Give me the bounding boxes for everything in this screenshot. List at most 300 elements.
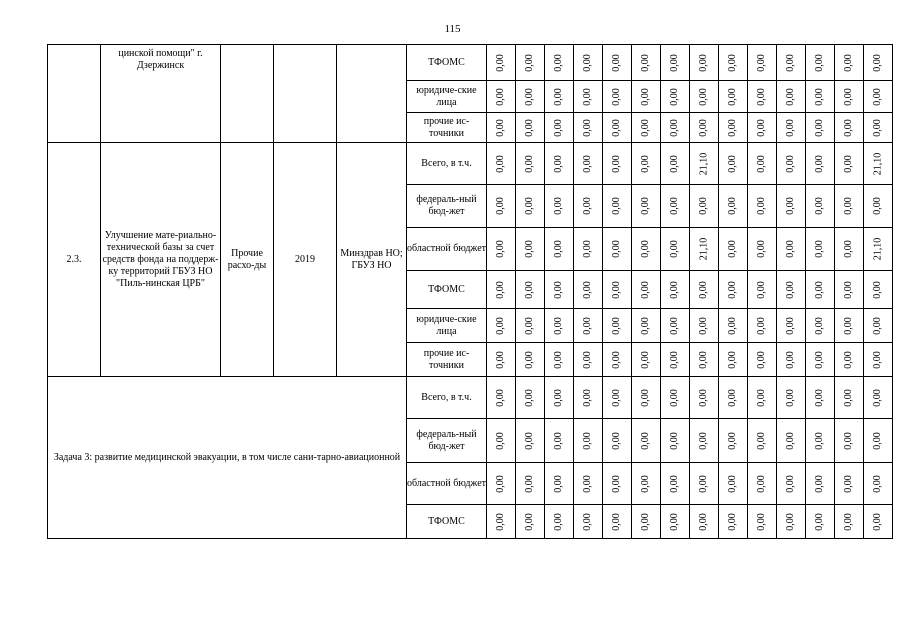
value-text: 0,00 xyxy=(669,53,680,72)
value-cell xyxy=(690,143,719,185)
value-text: 0,00 xyxy=(814,350,825,369)
funding-source: Всего, в т.ч. xyxy=(407,377,487,419)
value-text: 0,00 xyxy=(756,431,767,450)
value-cell xyxy=(661,143,690,185)
value-cell xyxy=(690,377,719,419)
value-cell xyxy=(516,463,545,505)
value-cell xyxy=(748,343,777,377)
value-cell xyxy=(719,81,748,113)
funding-source: ТФОМС xyxy=(407,271,487,309)
value-text: 0,00 xyxy=(553,316,564,335)
value-cell xyxy=(574,271,603,309)
value-cell xyxy=(748,185,777,228)
value-text: 0,00 xyxy=(843,240,854,258)
value-text: 0,00 xyxy=(553,350,564,369)
value-cell xyxy=(748,419,777,463)
value-cell xyxy=(777,343,806,377)
value-text: 0,00 xyxy=(524,154,535,173)
value-text: 0,00 xyxy=(756,512,767,531)
value-cell xyxy=(690,113,719,143)
value-text: 0,00 xyxy=(727,154,738,173)
value-cell xyxy=(487,271,516,309)
value-cell xyxy=(806,309,835,343)
value-text: 0,00 xyxy=(553,474,564,493)
value-cell xyxy=(748,377,777,419)
value-cell xyxy=(545,113,574,143)
value-text: 0,00 xyxy=(582,197,593,215)
value-cell xyxy=(777,377,806,419)
value-cell xyxy=(748,463,777,505)
value-cell xyxy=(574,309,603,343)
value-cell xyxy=(516,505,545,539)
value-cell xyxy=(835,505,864,539)
value-text: 0,00 xyxy=(553,154,564,173)
value-text: 0,00 xyxy=(756,350,767,369)
value-text: 0,00 xyxy=(495,87,506,106)
value-cell xyxy=(719,463,748,505)
value-cell xyxy=(603,228,632,271)
value-cell xyxy=(516,309,545,343)
value-cell xyxy=(777,143,806,185)
row-index-cell xyxy=(48,45,101,143)
value-text: 0,00 xyxy=(582,240,593,258)
value-cell xyxy=(806,81,835,113)
value-cell xyxy=(806,143,835,185)
value-cell xyxy=(661,505,690,539)
value-cell xyxy=(574,505,603,539)
value-cell xyxy=(516,271,545,309)
value-text: 0,00 xyxy=(785,53,796,72)
value-text: 0,00 xyxy=(611,388,622,407)
value-text: 0,00 xyxy=(640,53,651,72)
value-text: 0,00 xyxy=(640,87,651,106)
value-cell xyxy=(545,377,574,419)
value-cell xyxy=(545,185,574,228)
funding-source: областной бюджет xyxy=(407,463,487,505)
value-text: 0,00 xyxy=(727,512,738,531)
value-cell xyxy=(777,463,806,505)
value-text: 0,00 xyxy=(727,350,738,369)
value-text: 0,00 xyxy=(785,474,796,493)
value-text: 0,00 xyxy=(524,87,535,106)
value-cell xyxy=(806,271,835,309)
value-text: 0,00 xyxy=(814,118,825,137)
value-text: 0,00 xyxy=(727,316,738,335)
value-cell xyxy=(574,343,603,377)
funding-source: ТФОМС xyxy=(407,45,487,81)
value-cell xyxy=(690,185,719,228)
value-cell xyxy=(632,505,661,539)
value-text: 0,00 xyxy=(524,118,535,137)
value-text: 0,00 xyxy=(524,512,535,531)
value-text: 0,00 xyxy=(814,87,825,106)
value-cell xyxy=(632,343,661,377)
value-cell xyxy=(719,505,748,539)
value-text: 0,00 xyxy=(553,197,564,215)
value-text: 0,00 xyxy=(582,512,593,531)
value-cell xyxy=(777,228,806,271)
value-text: 0,00 xyxy=(756,474,767,493)
value-cell xyxy=(574,143,603,185)
value-text: 0,00 xyxy=(669,197,680,215)
value-text: 0,00 xyxy=(785,388,796,407)
value-cell xyxy=(835,113,864,143)
value-text: 0,00 xyxy=(814,512,825,531)
value-text: 0,00 xyxy=(553,240,564,258)
value-cell xyxy=(632,377,661,419)
value-cell xyxy=(661,271,690,309)
value-text: 0,00 xyxy=(611,87,622,106)
value-text: 0,00 xyxy=(843,197,854,215)
value-text: 0,00 xyxy=(640,431,651,450)
value-text: 0,00 xyxy=(553,87,564,106)
funding-source: юридиче-ские лица xyxy=(407,309,487,343)
value-cell xyxy=(516,113,545,143)
value-cell xyxy=(835,377,864,419)
funding-source: прочие ис-точники xyxy=(407,343,487,377)
value-cell xyxy=(603,143,632,185)
value-text: 0,00 xyxy=(756,154,767,173)
value-text: 0,00 xyxy=(872,118,883,137)
value-text: 0,00 xyxy=(495,512,506,531)
value-cell xyxy=(487,81,516,113)
value-cell xyxy=(603,377,632,419)
value-cell xyxy=(661,81,690,113)
value-cell xyxy=(603,309,632,343)
value-text: 0,00 xyxy=(640,512,651,531)
value-cell xyxy=(516,228,545,271)
value-text: 0,00 xyxy=(669,280,680,299)
value-cell xyxy=(516,185,545,228)
value-text: 0,00 xyxy=(553,431,564,450)
value-text: 0,00 xyxy=(785,316,796,335)
value-cell xyxy=(487,419,516,463)
value-text: 0,00 xyxy=(611,350,622,369)
value-cell xyxy=(806,505,835,539)
value-cell xyxy=(516,143,545,185)
value-text: 0,00 xyxy=(669,118,680,137)
value-cell xyxy=(690,45,719,81)
value-cell xyxy=(632,228,661,271)
value-cell xyxy=(487,143,516,185)
value-text: 0,00 xyxy=(495,53,506,72)
value-text: 0,00 xyxy=(611,197,622,215)
value-text: 0,00 xyxy=(872,87,883,106)
executor: Минздрав НО; ГБУЗ НО xyxy=(337,143,407,377)
value-text: 0,00 xyxy=(640,197,651,215)
value-text: 0,00 xyxy=(524,350,535,369)
value-text: 0,00 xyxy=(727,431,738,450)
value-text: 0,00 xyxy=(785,154,796,173)
value-cell xyxy=(574,377,603,419)
value-text: 0,00 xyxy=(727,474,738,493)
value-cell xyxy=(777,271,806,309)
value-cell xyxy=(545,271,574,309)
value-cell xyxy=(632,419,661,463)
value-text: 0,00 xyxy=(756,197,767,215)
funding-source: юридиче-ские лица xyxy=(407,81,487,113)
value-cell xyxy=(661,228,690,271)
table-row xyxy=(48,377,893,419)
value-cell xyxy=(864,185,893,228)
value-text: 0,00 xyxy=(814,388,825,407)
value-cell xyxy=(719,113,748,143)
value-cell xyxy=(835,419,864,463)
value-text: 0,00 xyxy=(582,87,593,106)
value-cell xyxy=(603,185,632,228)
funding-source: областной бюджет xyxy=(407,228,487,271)
value-cell xyxy=(748,113,777,143)
value-text: 0,00 xyxy=(611,240,622,258)
table-body xyxy=(48,45,893,539)
value-text: 0,00 xyxy=(756,53,767,72)
value-text: 0,00 xyxy=(698,316,709,335)
value-text: 0,00 xyxy=(843,512,854,531)
value-cell xyxy=(777,309,806,343)
value-cell xyxy=(574,463,603,505)
value-text: 21,10 xyxy=(698,237,709,261)
value-cell xyxy=(806,45,835,81)
value-text: 0,00 xyxy=(872,474,883,493)
value-text: 0,00 xyxy=(582,118,593,137)
value-text: 0,00 xyxy=(582,474,593,493)
funding-source: ТФОМС xyxy=(407,505,487,539)
value-cell xyxy=(806,463,835,505)
value-text: 0,00 xyxy=(785,350,796,369)
funding-source: Всего, в т.ч. xyxy=(407,143,487,185)
value-cell xyxy=(719,45,748,81)
value-text: 0,00 xyxy=(524,240,535,258)
value-text: 0,00 xyxy=(582,280,593,299)
value-text: 0,00 xyxy=(669,316,680,335)
value-text: 0,00 xyxy=(843,474,854,493)
value-cell xyxy=(719,377,748,419)
value-text: 0,00 xyxy=(814,197,825,215)
value-text: 0,00 xyxy=(640,118,651,137)
value-cell xyxy=(487,113,516,143)
value-text: 0,00 xyxy=(582,388,593,407)
value-cell xyxy=(864,143,893,185)
funding-source: федераль-ный бюд-жет xyxy=(407,185,487,228)
value-text: 0,00 xyxy=(698,53,709,72)
value-text: 0,00 xyxy=(495,240,506,258)
value-cell xyxy=(603,463,632,505)
value-text: 0,00 xyxy=(814,240,825,258)
value-text: 0,00 xyxy=(756,280,767,299)
value-text: 0,00 xyxy=(814,53,825,72)
value-cell xyxy=(748,271,777,309)
value-text: 0,00 xyxy=(843,388,854,407)
value-text: 0,00 xyxy=(872,316,883,335)
executor-cell xyxy=(337,45,407,143)
value-text: 0,00 xyxy=(785,512,796,531)
value-text: 0,00 xyxy=(843,350,854,369)
value-cell xyxy=(632,463,661,505)
value-text: 0,00 xyxy=(785,280,796,299)
value-text: 0,00 xyxy=(524,316,535,335)
value-cell xyxy=(545,228,574,271)
value-text: 0,00 xyxy=(785,197,796,215)
value-text: 21,10 xyxy=(872,152,883,175)
value-cell xyxy=(835,228,864,271)
value-text: 0,00 xyxy=(727,280,738,299)
value-text: 0,00 xyxy=(814,431,825,450)
value-text: 0,00 xyxy=(582,431,593,450)
value-text: 0,00 xyxy=(524,474,535,493)
value-text: 0,00 xyxy=(756,316,767,335)
value-cell xyxy=(777,113,806,143)
value-cell xyxy=(835,185,864,228)
value-cell xyxy=(864,377,893,419)
value-text: 0,00 xyxy=(553,280,564,299)
value-cell xyxy=(777,45,806,81)
value-cell xyxy=(835,81,864,113)
value-cell xyxy=(690,463,719,505)
value-text: 0,00 xyxy=(843,431,854,450)
value-text: 0,00 xyxy=(495,474,506,493)
funding-source: федераль-ный бюд-жет xyxy=(407,419,487,463)
value-text: 0,00 xyxy=(495,118,506,137)
value-cell xyxy=(632,45,661,81)
value-cell xyxy=(661,185,690,228)
value-cell xyxy=(603,419,632,463)
value-text: 0,00 xyxy=(669,388,680,407)
value-text: 0,00 xyxy=(611,474,622,493)
value-cell xyxy=(864,463,893,505)
value-text: 0,00 xyxy=(611,280,622,299)
value-cell xyxy=(864,81,893,113)
value-text: 0,00 xyxy=(872,431,883,450)
value-cell xyxy=(574,228,603,271)
value-text: 0,00 xyxy=(698,474,709,493)
value-cell xyxy=(864,343,893,377)
value-text: 0,00 xyxy=(872,388,883,407)
value-cell xyxy=(835,45,864,81)
value-cell xyxy=(487,377,516,419)
value-text: 0,00 xyxy=(669,512,680,531)
value-cell xyxy=(661,463,690,505)
value-cell xyxy=(574,419,603,463)
value-text: 0,00 xyxy=(727,87,738,106)
value-text: 0,00 xyxy=(524,431,535,450)
value-cell xyxy=(574,185,603,228)
value-text: 0,00 xyxy=(582,53,593,72)
value-text: 0,00 xyxy=(582,316,593,335)
value-cell xyxy=(864,113,893,143)
value-text: 0,00 xyxy=(640,154,651,173)
value-text: 0,00 xyxy=(698,350,709,369)
value-cell xyxy=(516,343,545,377)
value-text: 0,00 xyxy=(640,350,651,369)
value-cell xyxy=(487,185,516,228)
value-text: 0,00 xyxy=(872,512,883,531)
value-cell xyxy=(487,463,516,505)
value-text: 0,00 xyxy=(524,197,535,215)
value-cell xyxy=(545,81,574,113)
value-cell xyxy=(603,505,632,539)
value-text: 0,00 xyxy=(669,154,680,173)
value-cell xyxy=(574,81,603,113)
value-cell xyxy=(516,377,545,419)
value-text: 0,00 xyxy=(698,388,709,407)
value-text: 0,00 xyxy=(669,350,680,369)
value-cell xyxy=(603,271,632,309)
value-cell xyxy=(661,377,690,419)
value-cell xyxy=(719,228,748,271)
value-text: 0,00 xyxy=(495,280,506,299)
value-cell xyxy=(632,81,661,113)
value-cell xyxy=(487,228,516,271)
value-cell xyxy=(690,271,719,309)
value-cell xyxy=(777,185,806,228)
value-cell xyxy=(603,343,632,377)
value-text: 0,00 xyxy=(727,197,738,215)
value-cell xyxy=(545,143,574,185)
value-text: 0,00 xyxy=(756,240,767,258)
value-cell xyxy=(835,271,864,309)
value-cell xyxy=(806,185,835,228)
value-cell xyxy=(777,81,806,113)
value-text: 0,00 xyxy=(843,280,854,299)
value-cell xyxy=(835,343,864,377)
value-cell xyxy=(574,45,603,81)
value-text: 0,00 xyxy=(727,118,738,137)
value-text: 0,00 xyxy=(495,431,506,450)
value-cell xyxy=(864,309,893,343)
value-cell xyxy=(864,419,893,463)
value-cell xyxy=(719,343,748,377)
value-cell xyxy=(690,419,719,463)
value-text: 0,00 xyxy=(698,87,709,106)
value-cell xyxy=(487,343,516,377)
value-text: 0,00 xyxy=(814,474,825,493)
value-text: 0,00 xyxy=(495,388,506,407)
value-text: 0,00 xyxy=(756,388,767,407)
value-cell xyxy=(487,45,516,81)
value-text: 0,00 xyxy=(611,118,622,137)
value-cell xyxy=(864,505,893,539)
value-text: 0,00 xyxy=(640,316,651,335)
table-row xyxy=(48,143,893,185)
value-cell xyxy=(603,45,632,81)
value-cell xyxy=(516,45,545,81)
value-cell xyxy=(545,45,574,81)
value-text: 0,00 xyxy=(843,53,854,72)
value-cell xyxy=(690,505,719,539)
row-index: 2.3. xyxy=(48,143,101,377)
value-text: 0,00 xyxy=(582,350,593,369)
value-cell xyxy=(661,45,690,81)
value-text: 0,00 xyxy=(611,316,622,335)
value-cell xyxy=(545,463,574,505)
task-title: Задача 3: развитие медицинской эвакуации, в том числе сани-тарно-авиационной xyxy=(48,377,407,539)
value-text: 0,00 xyxy=(640,388,651,407)
value-text: 0,00 xyxy=(843,118,854,137)
value-text: 21,10 xyxy=(872,237,883,261)
value-text: 0,00 xyxy=(698,280,709,299)
budget-table xyxy=(47,44,893,539)
value-text: 0,00 xyxy=(727,53,738,72)
value-cell xyxy=(806,343,835,377)
value-text: 0,00 xyxy=(669,431,680,450)
value-text: 0,00 xyxy=(872,197,883,215)
value-cell xyxy=(806,228,835,271)
value-text: 0,00 xyxy=(785,431,796,450)
value-cell xyxy=(719,271,748,309)
value-cell xyxy=(632,143,661,185)
value-cell xyxy=(748,228,777,271)
value-text: 0,00 xyxy=(582,154,593,173)
